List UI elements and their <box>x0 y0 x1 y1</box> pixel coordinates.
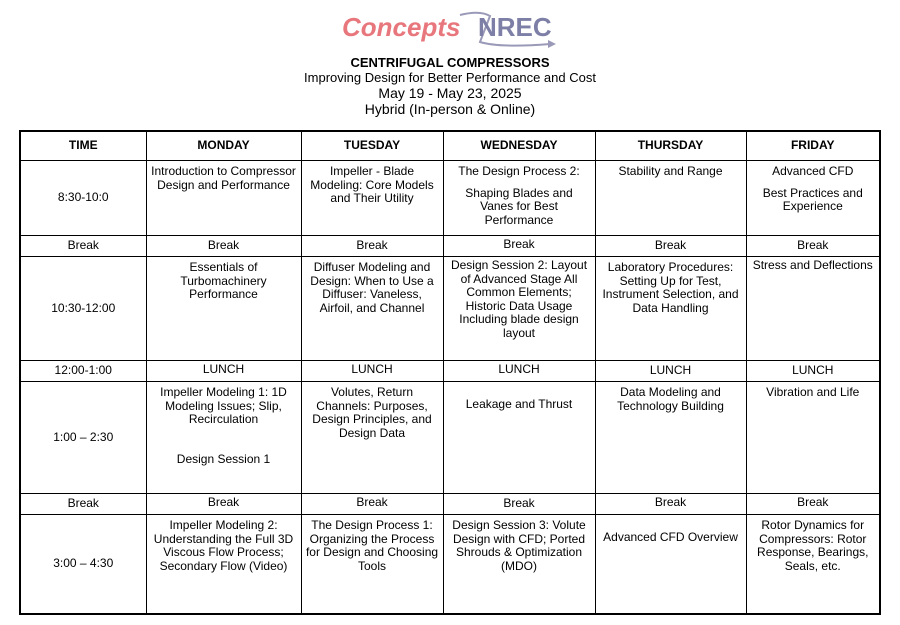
session-cell <box>746 161 880 236</box>
session-detail: Design Session 1 <box>176 451 271 466</box>
lunch-cell: LUNCH <box>595 361 746 382</box>
break-row-1 <box>20 236 880 257</box>
session-cell <box>443 161 595 236</box>
lunch-cell: LUNCH <box>146 361 301 382</box>
lunch-cell: LUNCH <box>746 361 880 382</box>
concepts-nrec-logo <box>340 8 565 50</box>
header-row <box>20 131 880 161</box>
session-cell: The Design Process 1: Organizing the Process for Design and Choosing Tools <box>301 515 443 614</box>
logo-word-nrec: NREC <box>478 12 552 42</box>
session-title: Impeller Modeling 1: 1D Modeling Issues; Slip, Recirculation <box>160 385 287 426</box>
break-cell: Break <box>443 236 595 257</box>
col-header-thursday: THURSDAY <box>595 131 746 161</box>
session-row-2 <box>20 257 880 361</box>
lunch-row <box>20 361 880 382</box>
session-cell: Laboratory Procedures: Setting Up for Test, Instrument Selection, and Data Handling <box>595 257 746 361</box>
break-cell: Break <box>146 236 301 257</box>
logo-word-concepts: Concepts <box>342 12 461 42</box>
col-header-time: TIME <box>20 131 146 161</box>
session-cell: Impeller Modeling 2: Understanding the Full 3D Viscous Flow Process; Secondary Flow (Video) <box>146 515 301 614</box>
break-cell: Break <box>746 236 880 257</box>
session-title: Advanced CFD <box>772 164 854 178</box>
session-cell: Data Modeling and Technology Building <box>595 382 746 494</box>
course-format: Hybrid (In-person & Online) <box>364 101 536 117</box>
document-header <box>0 56 900 117</box>
session-cell: Stress and Deflections <box>746 257 880 361</box>
break-cell: Break <box>595 236 746 257</box>
break-row-2 <box>20 494 880 515</box>
session-cell: Volutes, Return Channels: Purposes, Design Principles, and Design Data <box>301 382 443 494</box>
session-cell: Rotor Dynamics for Compressors: Rotor Response, Bearings, Seals, etc. <box>746 515 880 614</box>
session-cell: Stability and Range <box>595 161 746 236</box>
session-detail: Shaping Blades and Vanes for Best Performance <box>465 185 573 227</box>
session-cell: Impeller - Blade Modeling: Core Models and Their Utility <box>301 161 443 236</box>
time-cell: 8:30-10:0 <box>20 161 146 236</box>
col-header-friday: FRIDAY <box>746 131 880 161</box>
time-cell: 10:30-12:00 <box>20 257 146 361</box>
session-row-1 <box>20 161 880 236</box>
session-row-4 <box>20 515 880 614</box>
course-subtitle: Improving Design for Better Performance and Cost <box>304 70 596 85</box>
session-title: The Design Process 2: <box>458 164 580 178</box>
break-cell: Break <box>146 494 301 515</box>
session-row-3 <box>20 382 880 494</box>
session-cell: Design Session 2: Layout of Advanced Stage All Common Elements; Historic Data Usage Including blade design layout <box>443 257 595 361</box>
lunch-cell: LUNCH <box>301 361 443 382</box>
course-title: CENTRIFUGAL COMPRESSORS <box>350 55 550 70</box>
break-cell: Break <box>595 494 746 515</box>
session-cell: Advanced CFD Overview <box>595 515 746 614</box>
break-cell: Break <box>746 494 880 515</box>
session-cell: Essentials of Turbomachinery Performance <box>146 257 301 361</box>
schedule-table <box>19 130 881 615</box>
session-cell: Introduction to Compressor Design and Performance <box>146 161 301 236</box>
col-header-tuesday: TUESDAY <box>301 131 443 161</box>
session-cell: Diffuser Modeling and Design: When to Use a Diffuser: Vaneless, Airfoil, and Channel <box>301 257 443 361</box>
col-header-wednesday: WEDNESDAY <box>443 131 595 161</box>
session-cell: Leakage and Thrust <box>443 382 595 494</box>
break-cell: Break <box>301 236 443 257</box>
lunch-cell: LUNCH <box>443 361 595 382</box>
session-cell: Design Session 3: Volute Design with CFD; Ported Shrouds & Optimization (MDO) <box>443 515 595 614</box>
time-cell: Break <box>20 236 146 257</box>
time-cell: 1:00 – 2:30 <box>20 382 146 494</box>
break-cell: Break <box>301 494 443 515</box>
course-dates: May 19 - May 23, 2025 <box>378 85 522 101</box>
session-cell: Vibration and Life <box>746 382 880 494</box>
time-cell: Break <box>20 494 146 515</box>
break-cell: Break <box>443 494 595 515</box>
session-detail: Best Practices and Experience <box>762 185 863 213</box>
session-cell <box>146 382 301 494</box>
time-cell: 3:00 – 4:30 <box>20 515 146 614</box>
col-header-monday: MONDAY <box>146 131 301 161</box>
time-cell: 12:00-1:00 <box>20 361 146 382</box>
